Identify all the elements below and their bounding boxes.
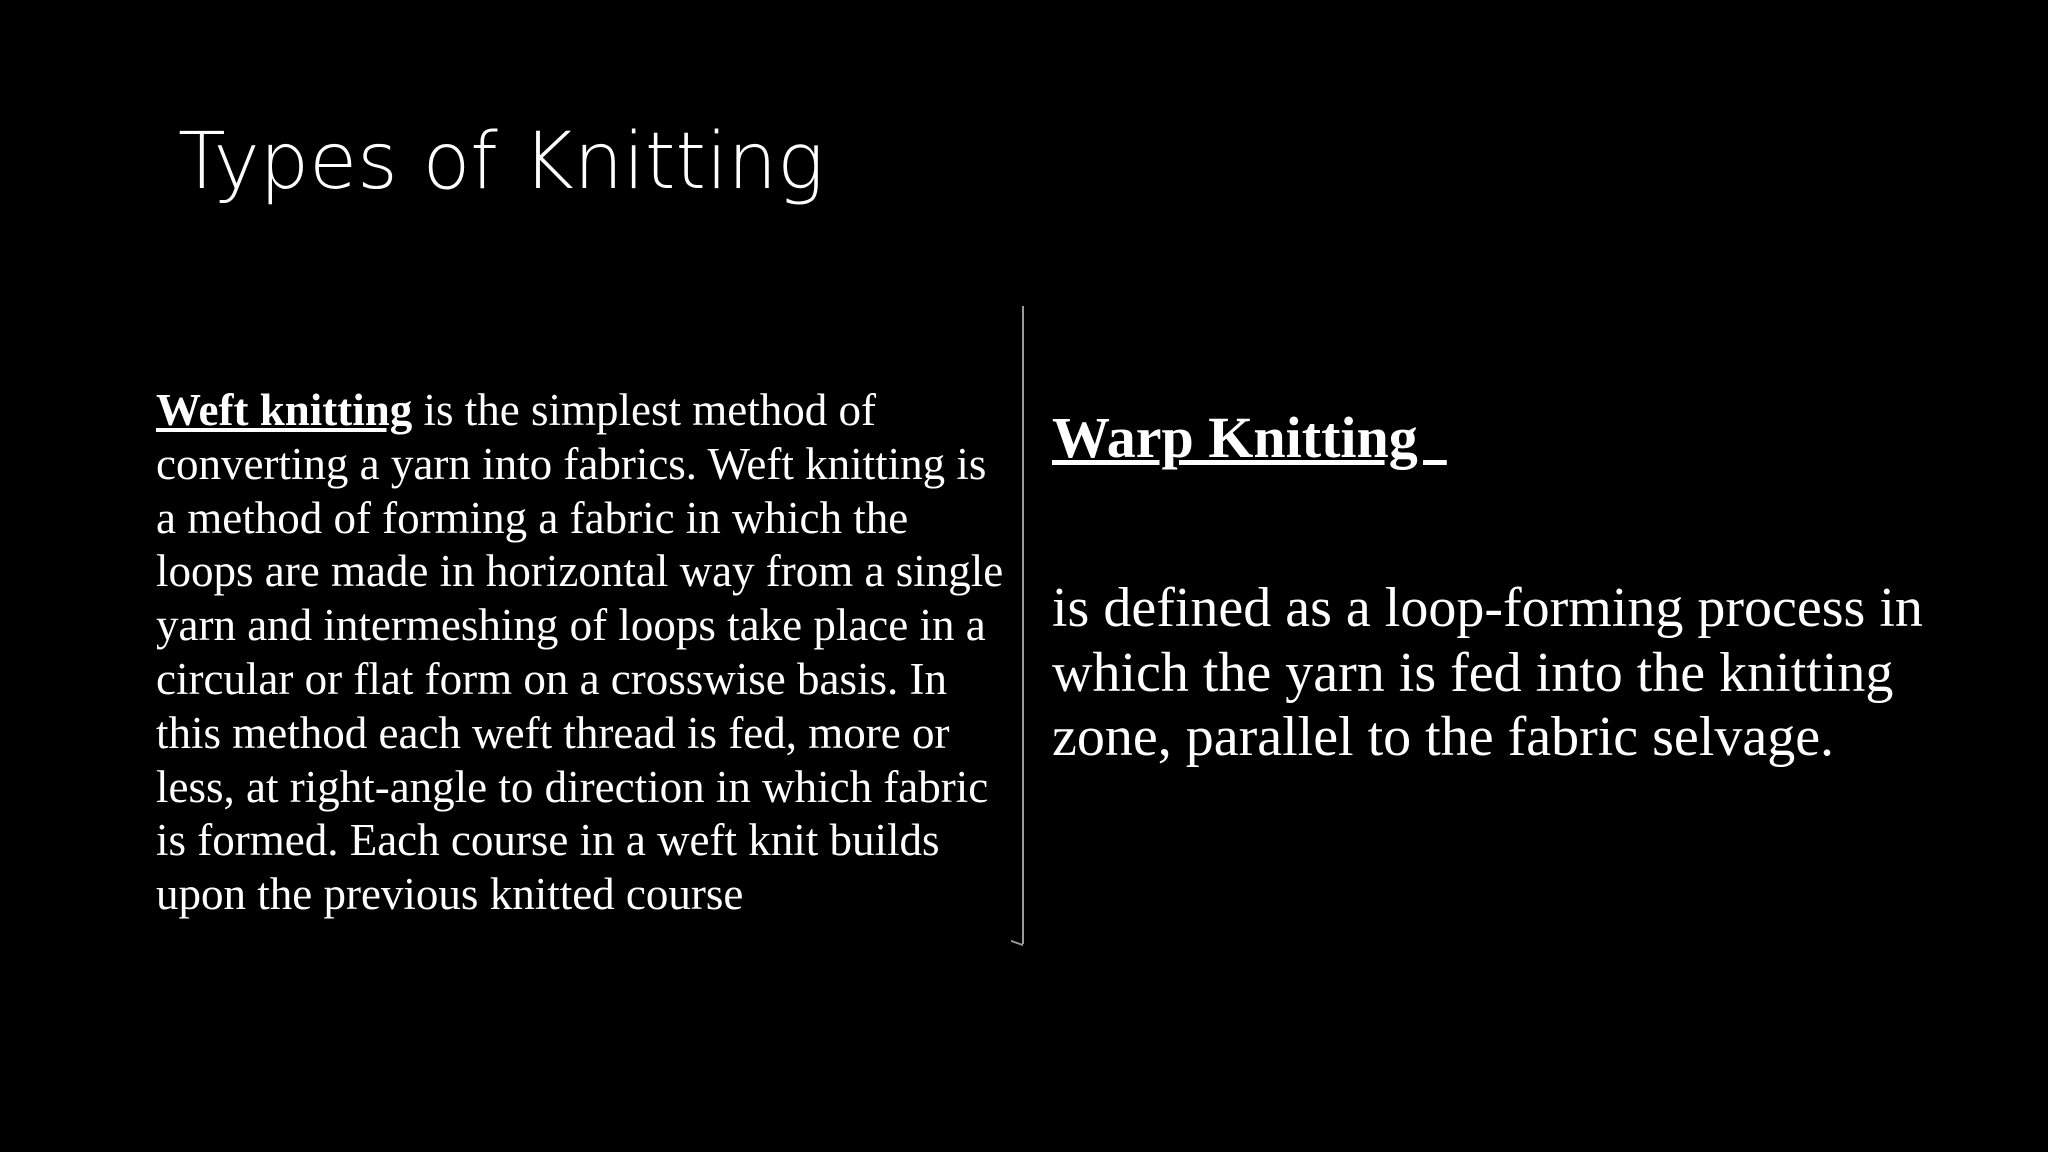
warp-knitting-description: is defined as a loop-forming process in which the yarn is fed into the knitting zone, parallel to the fabric selvage.	[1052, 577, 1923, 768]
weft-knitting-paragraph	[156, 384, 1014, 922]
weft-knitting-description: is the simplest method of converting a yarn into fabrics. Weft knitting is a method of forming a fabric in which the loops are made in horizontal way from a single yarn and intermeshing of loops take place in a circular or flat form on a crosswise basis. In this method each weft thread is fed, more or less, at right-angle to direction in which fabric is formed. Each course in a weft knit builds upon the previous knitted course	[156, 385, 1004, 920]
warp-knitting-heading: Warp Knitting	[1052, 405, 1447, 470]
weft-knitting-term: Weft knitting	[156, 385, 413, 435]
slide-title: Types of Knitting	[178, 117, 824, 207]
column-divider	[1022, 306, 1024, 944]
